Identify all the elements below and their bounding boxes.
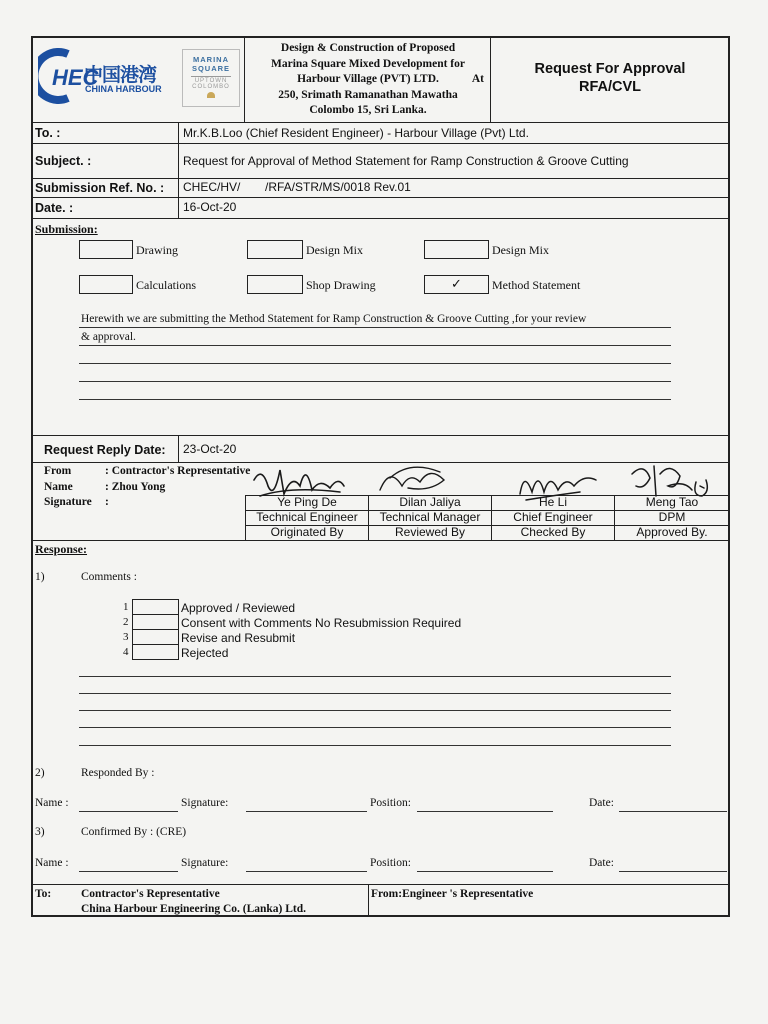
- responded-name-line[interactable]: [79, 811, 178, 812]
- responded-date-line[interactable]: [619, 811, 727, 812]
- to-value: Mr.K.B.Loo (Chief Resident Engineer) - Harbour Village (Pvt) Ltd.: [183, 126, 529, 140]
- marina-top: MARINA: [193, 55, 229, 64]
- confirmed-name-line[interactable]: [79, 871, 178, 872]
- marina-mid: SQUARE: [191, 64, 231, 73]
- project-line-5: Colombo 15, Sri Lanka.: [309, 104, 427, 116]
- marina-sub2: COLOMBO: [192, 84, 230, 90]
- signature-label: Signature: [44, 496, 92, 508]
- reply-date-value: 23-Oct-20: [183, 442, 237, 456]
- ref-value-a: CHEC/HV/: [183, 180, 241, 194]
- signatory-4-role: Approved By.: [636, 525, 708, 539]
- from-label: From: [44, 465, 72, 477]
- logo-cn: 中国港湾: [84, 65, 157, 86]
- checkmark-icon: ✓: [451, 276, 462, 291]
- from-value: : Contractor's Representative: [105, 465, 251, 477]
- signature-meng-tao: [632, 466, 707, 496]
- footer-from-label: From:Engineer 's Representative: [371, 888, 534, 900]
- project-line-2: Marina Square Mixed Development for: [271, 57, 465, 70]
- to-label: To. :: [35, 126, 61, 140]
- option-4-checkbox[interactable]: [132, 644, 179, 660]
- confirmed-signature-line[interactable]: [246, 871, 367, 872]
- submission-text-line-2: & approval.: [81, 331, 136, 343]
- signature-zhou-yong: [254, 470, 344, 496]
- checkbox-method-statement[interactable]: [424, 275, 489, 294]
- responded-number: 2): [35, 767, 45, 779]
- option-2-label: Consent with Comments No Resubmission Required: [181, 616, 462, 630]
- option-3-number: 3: [123, 631, 129, 643]
- confirmed-position-line[interactable]: [417, 871, 553, 872]
- project-description: [246, 41, 490, 119]
- option-4-number: 4: [123, 646, 129, 658]
- response-heading: Response:: [35, 542, 88, 556]
- signatory-1-role: Originated By: [270, 525, 344, 539]
- signatory-3-title: Chief Engineer: [513, 510, 593, 524]
- submission-heading: Submission:: [35, 222, 98, 236]
- reply-date-label: Request Reply Date:: [44, 443, 166, 457]
- project-line-1: Design & Construction of Proposed: [280, 42, 456, 54]
- confirmed-date-label: Date:: [589, 857, 614, 869]
- responded-signature-label: Signature:: [181, 797, 229, 809]
- responded-label: Responded By :: [81, 767, 155, 779]
- checkbox-drawing[interactable]: [79, 240, 133, 259]
- confirmed-position-label: Position:: [370, 857, 411, 869]
- checkbox-label-design-mix-1: Design Mix: [306, 243, 363, 257]
- name-value: : Zhou Yong: [105, 481, 166, 493]
- signatory-3-name: He Li: [538, 495, 567, 509]
- confirmed-date-line[interactable]: [619, 871, 727, 872]
- ref-value-b: /RFA/STR/MS/0018 Rev.01: [265, 180, 411, 194]
- logo-en: CHINA HARBOUR: [85, 84, 162, 94]
- responded-name-label: Name :: [35, 797, 69, 809]
- footer-to-line-2: China Harbour Engineering Co. (Lanka) Ltd.: [81, 903, 307, 915]
- checkbox-design-mix-1[interactable]: [247, 240, 303, 259]
- marina-emblem-icon: [207, 92, 215, 98]
- project-line-4: 250, Srimath Ramanathan Mawatha: [278, 88, 458, 101]
- option-1-number: 1: [123, 601, 129, 613]
- signature-colon: :: [105, 496, 109, 508]
- comments-number: 1): [35, 571, 45, 583]
- project-line-3: [246, 72, 490, 88]
- confirmed-signature-label: Signature:: [181, 857, 229, 869]
- confirmed-number: 3): [35, 826, 45, 838]
- checkbox-label-drawing: Drawing: [136, 243, 178, 257]
- marina-sub1: UPTOWN: [194, 78, 228, 84]
- option-1-checkbox[interactable]: [132, 599, 179, 615]
- request-code: RFA/CVL: [578, 79, 642, 95]
- signatory-1-name: Ye Ping De: [277, 495, 337, 509]
- comments-label: Comments :: [81, 571, 137, 583]
- footer-to-label: To:: [35, 888, 52, 900]
- subject-label: Subject. :: [35, 154, 92, 168]
- project-line-3-at: At: [471, 73, 484, 85]
- signatory-2-name: Dilan Jaliya: [399, 495, 461, 509]
- submission-text-line-1: Herewith we are submitting the Method Statement for Ramp Construction & Groove Cutting ,for your review: [81, 313, 587, 325]
- responded-position-label: Position:: [370, 797, 411, 809]
- responded-signature-line[interactable]: [246, 811, 367, 812]
- signature-he-li: [520, 478, 596, 500]
- checkbox-label-method-statement: Method Statement: [492, 278, 581, 292]
- signatory-3-role: Checked By: [520, 525, 586, 539]
- confirmed-name-label: Name :: [35, 857, 69, 869]
- checkbox-shop-drawing[interactable]: [247, 275, 303, 294]
- signatory-1-title: Technical Engineer: [256, 510, 358, 524]
- confirmed-label: Confirmed By : (CRE): [81, 826, 187, 838]
- option-3-checkbox[interactable]: [132, 629, 179, 645]
- option-2-checkbox[interactable]: [132, 614, 179, 630]
- signatory-2-role: Reviewed By: [394, 525, 466, 539]
- option-1-label: Approved / Reviewed: [181, 601, 296, 615]
- checkbox-calculations[interactable]: [79, 275, 133, 294]
- signatory-2-title: Technical Manager: [379, 510, 481, 524]
- footer-to-line-1: Contractor's Representative: [81, 888, 220, 900]
- responded-date-label: Date:: [589, 797, 614, 809]
- signature-dilan-jaliya: [380, 467, 444, 490]
- date-value: 16-Oct-20: [183, 200, 237, 214]
- checkbox-label-shop-drawing: Shop Drawing: [306, 278, 376, 292]
- checkbox-label-calculations: Calculations: [136, 278, 196, 292]
- name-label: Name: [44, 481, 73, 493]
- request-title: Request For Approval: [534, 61, 686, 77]
- signatory-4-title: DPM: [658, 510, 686, 524]
- svg-text:HEC: HEC: [52, 65, 99, 90]
- handwritten-signatures: [240, 456, 730, 516]
- signatory-4-name: Meng Tao: [645, 495, 699, 509]
- date-label: Date. :: [35, 201, 74, 215]
- checkbox-design-mix-2[interactable]: [424, 240, 489, 259]
- option-2-number: 2: [123, 616, 129, 628]
- subject-value: Request for Approval of Method Statement for Ramp Construction & Groove Cutting: [183, 154, 629, 168]
- marina-square-logo: [182, 49, 240, 107]
- option-4-label: Rejected: [181, 646, 229, 660]
- option-3-label: Revise and Resubmit: [181, 631, 296, 645]
- checkbox-label-design-mix-2: Design Mix: [492, 243, 549, 257]
- responded-position-line[interactable]: [417, 811, 553, 812]
- ref-label: Submission Ref. No. :: [35, 181, 165, 195]
- project-line-3-text: Harbour Village (PVT) LTD.: [297, 73, 439, 85]
